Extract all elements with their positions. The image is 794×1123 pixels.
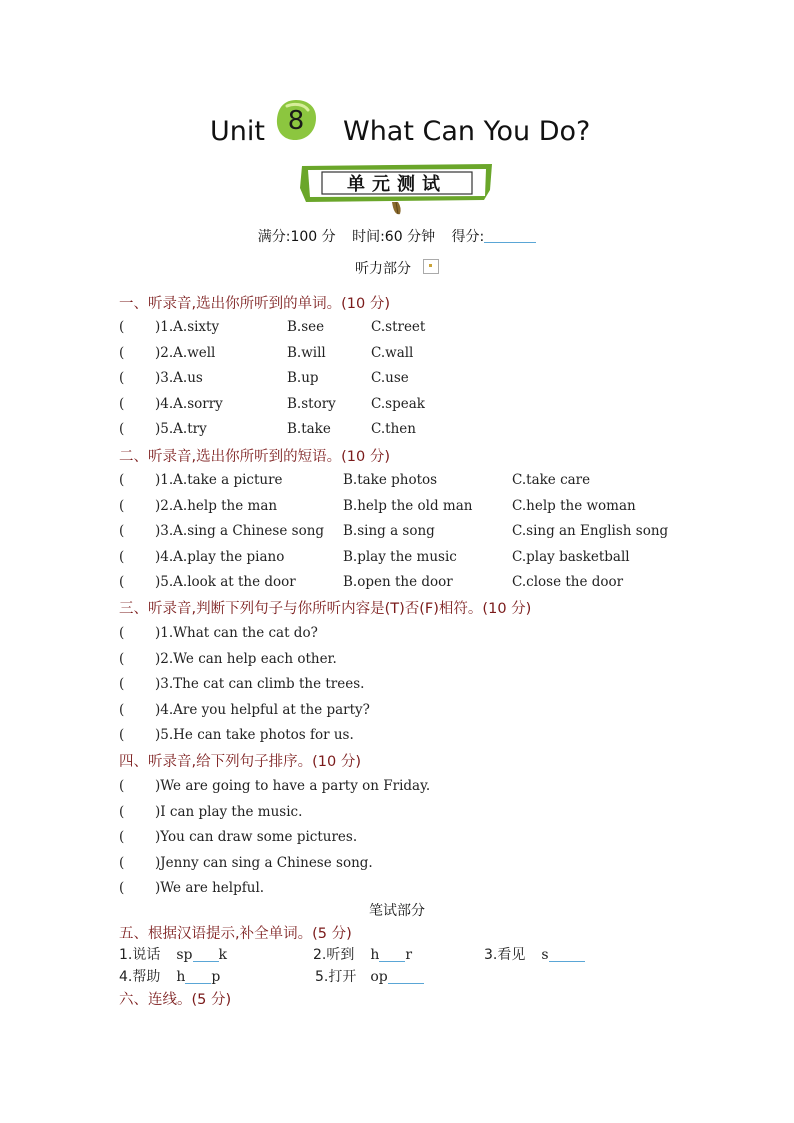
option-b: B.up <box>287 370 319 386</box>
score-info <box>0 226 794 246</box>
word-suffix: r <box>405 947 413 963</box>
answer-bracket[interactable]: ( <box>119 829 125 845</box>
chinese-hint: 5.打开 <box>315 969 357 985</box>
answer-bracket[interactable]: ( <box>119 803 125 820</box>
answer-bracket[interactable]: ( <box>119 548 125 565</box>
question-text: )We are going to have a party on Friday. <box>155 778 431 794</box>
option-b: B.sing a song <box>343 523 435 539</box>
answer-bracket[interactable]: ( <box>119 778 125 794</box>
word-fill-item <box>313 944 412 964</box>
word-suffix: k <box>218 947 227 963</box>
banner-text: 单元测试 <box>347 174 447 195</box>
chinese-hint: 2.听到 <box>313 947 355 963</box>
answer-bracket[interactable]: ( <box>119 421 125 437</box>
word-prefix: op <box>370 969 388 985</box>
option-c: C.speak <box>371 395 425 412</box>
question-text: )You can draw some pictures. <box>155 829 358 845</box>
word-suffix: p <box>211 969 221 985</box>
answer-bracket[interactable]: ( <box>119 676 125 692</box>
answer-bracket[interactable]: ( <box>119 395 125 412</box>
question-text: )2.We can help each other. <box>155 650 337 667</box>
option-a: )3.A.us <box>155 370 203 386</box>
option-c: C.then <box>371 421 416 437</box>
section-2-heading: 二、听录音,选出你所听到的短语。(10 分) <box>119 449 390 465</box>
answer-bracket[interactable]: ( <box>119 625 125 641</box>
audio-icon[interactable] <box>423 259 439 274</box>
option-b: B.take photos <box>343 472 438 488</box>
letter-blank[interactable] <box>549 947 585 962</box>
question-text: )We are helpful. <box>155 880 265 896</box>
option-a: )5.A.look at the door <box>155 574 296 590</box>
option-b: B.will <box>287 344 326 361</box>
question-text: )5.He can take photos for us. <box>155 727 354 743</box>
answer-bracket[interactable]: ( <box>119 523 125 539</box>
option-a: )1.A.take a picture <box>155 472 283 488</box>
option-c: C.street <box>371 319 426 335</box>
time-limit: 时间:60 分钟 <box>352 229 436 245</box>
question-text: )I can play the music. <box>155 803 303 820</box>
answer-bracket[interactable]: ( <box>119 854 125 871</box>
answer-bracket[interactable]: ( <box>119 497 125 514</box>
word-prefix: s <box>541 947 549 963</box>
chinese-hint: 3.看见 <box>484 947 526 963</box>
option-c: C.help the woman <box>512 497 636 514</box>
full-score: 满分:100 分 <box>257 229 336 245</box>
option-a: )2.A.help the man <box>155 497 278 514</box>
option-a: )2.A.well <box>155 344 216 361</box>
answer-bracket[interactable]: ( <box>119 344 125 361</box>
option-a: )1.A.sixty <box>155 319 220 335</box>
section-1-heading: 一、听录音,选出你所听到的单词。(10 分) <box>119 296 390 312</box>
option-c: C.take care <box>512 472 591 488</box>
option-b: B.story <box>287 395 336 412</box>
option-b: B.see <box>287 319 325 335</box>
section-5-heading: 五、根据汉语提示,补全单词。(5 分) <box>119 926 352 942</box>
chinese-hint: 4.帮助 <box>119 969 161 985</box>
answer-bracket[interactable]: ( <box>119 727 125 743</box>
listening-part-heading: 听力部分 <box>0 258 794 278</box>
section-6-heading: 六、连线。(5 分) <box>119 992 232 1008</box>
section-4-heading: 四、听录音,给下列句子排序。(10 分) <box>119 754 361 770</box>
option-b: B.open the door <box>343 574 453 590</box>
option-c: C.wall <box>371 344 414 361</box>
writing-part-heading: 笔试部分 <box>369 903 425 919</box>
option-b: B.take <box>287 421 331 437</box>
option-c: C.close the door <box>512 574 624 590</box>
unit-subtitle: What Can You Do? <box>343 116 591 147</box>
option-b: B.help the old man <box>343 497 473 514</box>
letter-blank[interactable] <box>185 969 211 984</box>
option-c: C.play basketball <box>512 548 630 565</box>
unit-test-banner <box>298 160 496 220</box>
letter-blank[interactable] <box>193 947 219 962</box>
answer-bracket[interactable]: ( <box>119 650 125 667</box>
word-fill-item <box>119 944 227 964</box>
answer-bracket[interactable]: ( <box>119 574 125 590</box>
word-fill-item <box>315 966 424 986</box>
word-fill-item <box>484 944 585 964</box>
option-a: )4.A.play the piano <box>155 548 285 565</box>
answer-bracket[interactable]: ( <box>119 319 125 335</box>
answer-bracket[interactable]: ( <box>119 370 125 386</box>
answer-bracket[interactable]: ( <box>119 701 125 718</box>
unit-title <box>0 98 794 148</box>
word-fill-item <box>119 966 220 986</box>
question-text: )1.What can the cat do? <box>155 625 318 641</box>
section-3-heading: 三、听录音,判断下列句子与你所听内容是(T)否(F)相符。(10 分) <box>119 601 532 617</box>
question-text: )3.The cat can climb the trees. <box>155 676 365 692</box>
word-prefix: h <box>370 947 380 963</box>
letter-blank[interactable] <box>388 969 424 984</box>
score-blank[interactable] <box>484 228 536 243</box>
chinese-hint: 1.说话 <box>119 947 161 963</box>
question-text: )Jenny can sing a Chinese song. <box>155 854 373 871</box>
option-a: )3.A.sing a Chinese song <box>155 523 325 539</box>
answer-bracket[interactable]: ( <box>119 472 125 488</box>
question-text: )4.Are you helpful at the party? <box>155 701 370 718</box>
option-c: C.use <box>371 370 409 386</box>
unit-number-badge <box>274 98 318 142</box>
word-prefix: sp <box>176 947 193 963</box>
option-a: )4.A.sorry <box>155 395 223 412</box>
option-b: B.play the music <box>343 548 457 565</box>
score-label: 得分: <box>452 229 537 245</box>
unit-word: Unit <box>210 116 265 147</box>
letter-blank[interactable] <box>379 947 405 962</box>
option-a: )5.A.try <box>155 421 207 437</box>
option-c: C.sing an English song <box>512 523 669 539</box>
word-prefix: h <box>176 969 186 985</box>
answer-bracket[interactable]: ( <box>119 880 125 896</box>
unit-number: 8 <box>287 106 305 136</box>
